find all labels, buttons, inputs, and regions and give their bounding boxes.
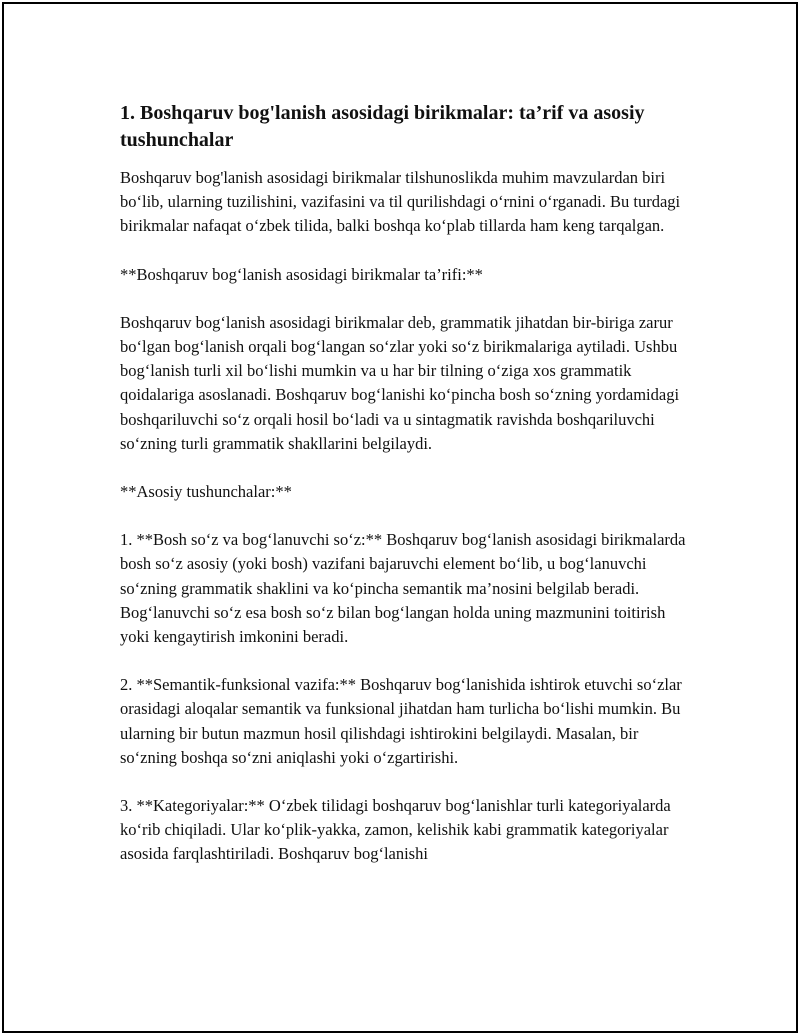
paragraph-item-2: 2. **Semantik-funksional vazifa:** Boshqaruv bog‘lanishida ishtirok etuvchi so‘zlar orasidagi aloqalar semantik va funksional jihatdan ham turlicha bo‘lishi mumkin. Bu ularning bir butun mazmun hosil qilishdagi ishtirokini belgilaydi. Masalan, bir so‘zning boshqa so‘zni aniqlashi yoki o‘zgartirishi. <box>120 675 682 767</box>
document-title: 1. Boshqaruv bog'lanish asosidagi birikmalar: ta’rif va asosiy tushunchalar <box>120 102 645 151</box>
paragraph-item-3: 3. **Kategoriyalar:** O‘zbek tilidagi boshqaruv bog‘lanishlar turli kategoriyalarda ko‘rib chiqiladi. Ular ko‘plik-yakka, zamon, kelishik kabi grammatik kategoriyalar asosida farqlashtiriladi. Boshqaruv bog‘lanishi <box>120 796 671 864</box>
paragraph-item-1: 1. **Bosh so‘z va bog‘lanuvchi so‘z:** Boshqaruv bog‘lanish asosidagi birikmalarda bosh so‘z asosiy (yoki bosh) vazifani bajaruvchi element bo‘lib, u bog‘lanuvchi so‘zning grammatik shaklini va ko‘pincha semantik ma’nosini belgilab beradi. Bog‘lanuvchi so‘z esa bosh so‘z bilan bog‘langan holda uning mazmunini toitirish yoki kengaytirish imkonini beradi. <box>120 530 686 647</box>
paragraph-intro: Boshqaruv bog'lanish asosidagi birikmalar tilshunoslikda muhim mavzulardan biri bo‘lib, ularning tuzilishini, vazifasini va til qurilishdagi o‘rnini o‘rganadi. Bu turdagi birikmalar nafaqat o‘zbek tilida, balki boshqa ko‘plab tillarda ham keng tarqalgan. <box>120 168 681 236</box>
paragraph-definition-heading: **Boshqaruv bog‘lanish asosidagi birikmalar ta’rifi:** <box>120 264 483 284</box>
document-body <box>120 100 690 891</box>
paragraph-definition: Boshqaruv bog‘lanish asosidagi birikmalar deb, grammatik jihatdan bir-biriga zarur bo‘lgan bog‘lanish orqali bog‘langan so‘zlar yoki so‘z birikmalariga aytiladi. Ushbu bog‘lanish turli xil bo‘lishi mumkin va u har bir tilning o‘ziga xos grammatik qoidalariga asoslanadi. Boshqaruv bog‘lanishi ko‘pincha bosh so‘zning yordamidagi boshqariluvchi so‘z orqali hosil bo‘ladi va u sintagmatik ravishda boshqariluvchi so‘zning turli grammatik shakllarini belgilaydi. <box>120 312 680 453</box>
page-frame <box>2 2 798 1033</box>
paragraph-concepts-heading: **Asosiy tushunchalar:** <box>120 482 292 502</box>
